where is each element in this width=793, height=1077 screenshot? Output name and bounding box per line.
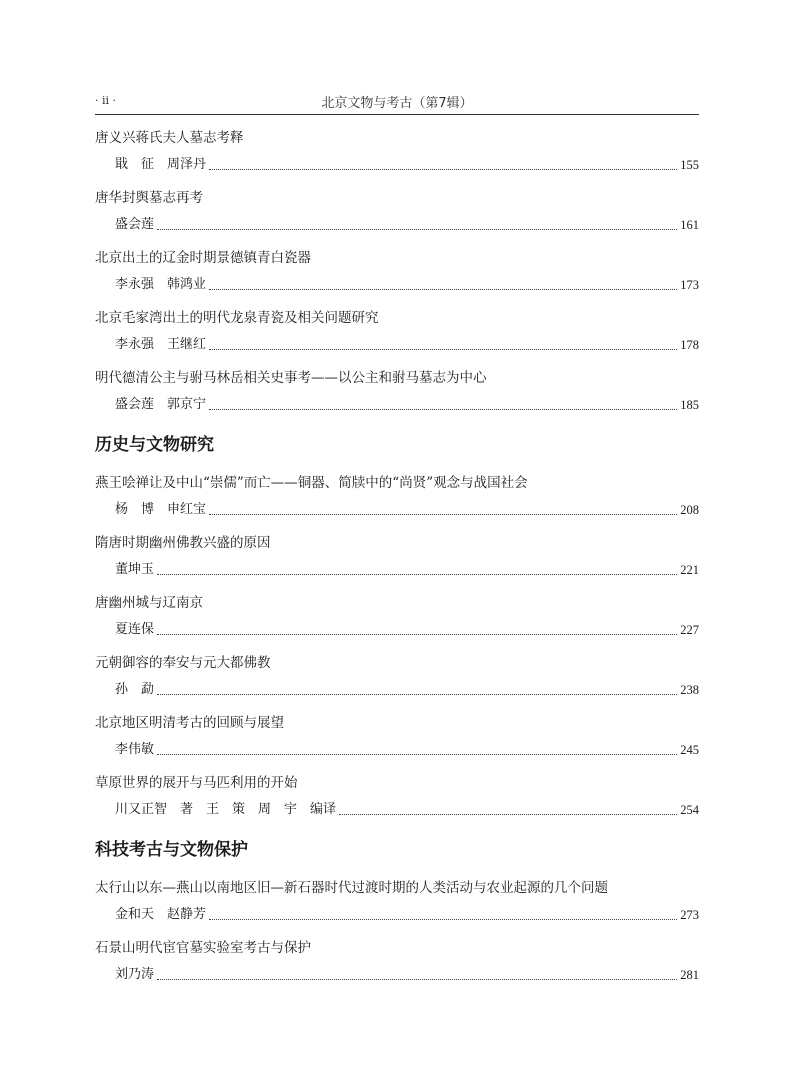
entry-page: 155	[680, 158, 699, 172]
toc-entry[interactable]	[95, 713, 699, 773]
dot-leader	[209, 289, 677, 290]
entry-byline	[115, 500, 699, 520]
toc-group-a	[95, 128, 699, 428]
entry-title: 唐华封舆墓志再考	[95, 190, 203, 206]
toc-entry[interactable]	[95, 593, 699, 653]
dot-leader	[339, 814, 677, 815]
entry-authors: 李永强 王继红	[115, 337, 207, 352]
entry-title: 石景山明代宦官墓实验室考古与保护	[95, 940, 311, 956]
entry-byline	[115, 560, 699, 580]
entry-page: 173	[680, 278, 699, 292]
section-title: 科技考古与文物保护	[95, 840, 248, 860]
entry-authors: 金和天 赵静芳	[115, 907, 207, 922]
entry-page: 227	[680, 623, 699, 637]
entry-authors: 盛会莲	[115, 217, 155, 232]
dot-leader	[157, 754, 677, 755]
entry-title: 北京地区明清考古的回顾与展望	[95, 715, 284, 731]
entry-page: 238	[680, 683, 699, 697]
entry-byline	[115, 395, 699, 415]
entry-title: 北京毛家湾出土的明代龙泉青瓷及相关问题研究	[95, 310, 379, 326]
entry-page: 254	[680, 803, 699, 817]
section-title: 历史与文物研究	[95, 435, 214, 455]
entry-byline	[115, 275, 699, 295]
dot-leader	[157, 229, 677, 230]
toc-entry[interactable]	[95, 653, 699, 713]
toc-group-b	[95, 473, 699, 833]
entry-authors: 杨 博 申红宝	[115, 502, 207, 517]
toc-entry[interactable]	[95, 308, 699, 368]
entry-title: 北京出土的辽金时期景德镇青白瓷器	[95, 250, 311, 266]
entry-title: 明代德清公主与驸马林岳相关史事考——以公主和驸马墓志为中心	[95, 370, 487, 386]
header-rule	[95, 114, 699, 115]
entry-page: 185	[680, 398, 699, 412]
entry-title: 唐义兴蒋氏夫人墓志考释	[95, 130, 244, 146]
entry-byline	[115, 680, 699, 700]
toc-entry[interactable]	[95, 188, 699, 248]
entry-page: 221	[680, 563, 699, 577]
book-title: 北京文物与考古（第7辑）	[321, 96, 473, 111]
toc-entry[interactable]	[95, 773, 699, 833]
dot-leader	[157, 694, 677, 695]
toc-entry[interactable]	[95, 533, 699, 593]
page-number: · ii ·	[95, 94, 117, 107]
entry-title: 燕王哙禅让及中山“崇儒”而亡——铜器、简牍中的“尚贤”观念与战国社会	[95, 475, 528, 491]
toc-entry[interactable]	[95, 128, 699, 188]
dot-leader	[157, 574, 677, 575]
toc-group-c	[95, 878, 699, 998]
dot-leader	[209, 349, 677, 350]
entry-authors: 董坤玉	[115, 562, 155, 577]
dot-leader	[209, 169, 677, 170]
entry-byline	[115, 335, 699, 355]
toc-entry[interactable]	[95, 878, 699, 938]
entry-page: 208	[680, 503, 699, 517]
entry-title: 唐幽州城与辽南京	[95, 595, 203, 611]
entry-title: 元朝御容的奉安与元大都佛教	[95, 655, 271, 671]
dot-leader	[209, 514, 677, 515]
entry-byline	[115, 800, 699, 820]
toc-entry[interactable]	[95, 938, 699, 998]
toc	[95, 128, 699, 998]
entry-byline	[115, 905, 699, 925]
dot-leader	[209, 919, 677, 920]
section-heading	[95, 833, 699, 878]
section-heading	[95, 428, 699, 473]
entry-byline	[115, 965, 699, 985]
dot-leader	[209, 409, 677, 410]
entry-title: 太行山以东—燕山以南地区旧—新石器时代过渡时期的人类活动与农业起源的几个问题	[95, 880, 608, 896]
entry-page: 281	[680, 968, 699, 982]
entry-authors: 夏连保	[115, 622, 155, 637]
entry-byline	[115, 215, 699, 235]
entry-page: 273	[680, 908, 699, 922]
entry-authors: 盛会莲 郭京宁	[115, 397, 207, 412]
entry-authors: 李伟敏	[115, 742, 155, 757]
toc-entry[interactable]	[95, 368, 699, 428]
dot-leader	[157, 634, 677, 635]
running-header	[95, 92, 699, 110]
entry-page: 178	[680, 338, 699, 352]
entry-byline	[115, 740, 699, 760]
entry-authors: 川又正智 著 王 策 周 宇 编译	[115, 802, 337, 817]
toc-entry[interactable]	[95, 248, 699, 308]
entry-authors: 李永强 韩鸿业	[115, 277, 207, 292]
entry-title: 草原世界的展开与马匹利用的开始	[95, 775, 298, 791]
dot-leader	[157, 979, 677, 980]
toc-entry[interactable]	[95, 473, 699, 533]
entry-byline	[115, 155, 699, 175]
entry-byline	[115, 620, 699, 640]
entry-page: 245	[680, 743, 699, 757]
entry-authors: 刘乃涛	[115, 967, 155, 982]
entry-authors: 戢 征 周泽丹	[115, 157, 207, 172]
entry-authors: 孙 勐	[115, 682, 155, 697]
entry-title: 隋唐时期幽州佛教兴盛的原因	[95, 535, 271, 551]
entry-page: 161	[680, 218, 699, 232]
